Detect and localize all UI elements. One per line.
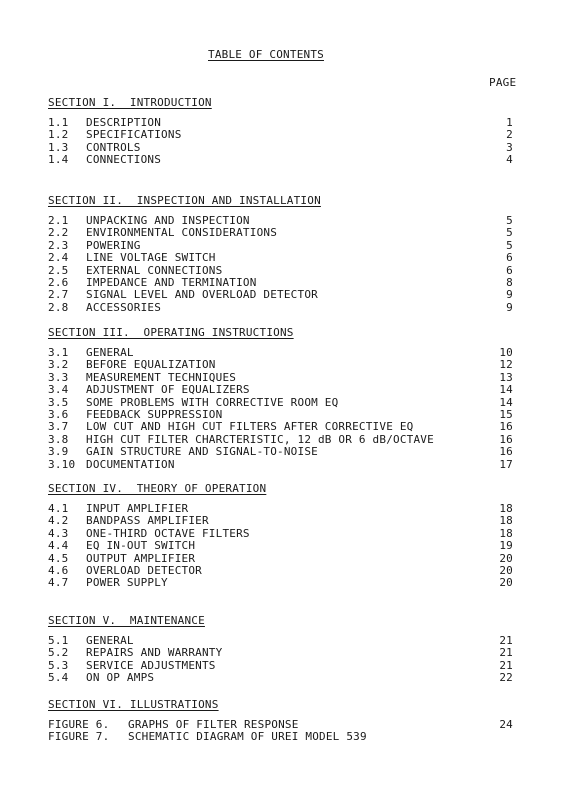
entry-number: 4.3	[48, 526, 69, 540]
entry-page: 6	[506, 251, 513, 265]
entry-number: 2.1	[48, 214, 69, 227]
toc-entry	[48, 302, 513, 314]
entry-page: 12	[499, 358, 513, 372]
entry-title: LINE VOLTAGE SWITCH	[86, 251, 216, 265]
toc-entry	[48, 672, 513, 684]
entry-number: 4.7	[48, 576, 69, 590]
entry-title: HIGH CUT FILTER CHARCTERISTIC, 12 dB OR 6 dB/OCTAVE	[86, 432, 434, 446]
entry-number: 3.5	[48, 395, 69, 409]
entry-page: 16	[499, 432, 513, 446]
entry-number: 2.4	[48, 251, 69, 265]
section-introduction	[48, 96, 513, 167]
entry-page: 8	[506, 275, 513, 289]
entry-page: 6	[506, 263, 513, 277]
section-illustrations	[48, 698, 513, 744]
entry-title: UNPACKING AND INSPECTION	[86, 214, 250, 227]
entry-title: ADJUSTMENT OF EQUALIZERS	[86, 383, 250, 397]
entry-title: SOME PROBLEMS WITH CORRECTIVE ROOM EQ	[86, 395, 339, 409]
page-title: TABLE OF CONTENTS	[208, 48, 324, 61]
toc-entry	[48, 154, 513, 166]
page-column-header: PAGE	[489, 76, 517, 89]
entry-number: 3.4	[48, 383, 69, 397]
toc-entry	[48, 359, 513, 371]
entry-number: 5.1	[48, 634, 69, 647]
entry-number: 1.3	[48, 140, 69, 154]
entry-title: OUTPUT AMPLIFIER	[86, 551, 196, 565]
toc-entry	[48, 577, 513, 589]
entry-title: EXTERNAL CONNECTIONS	[86, 263, 223, 277]
entry-page: 2	[506, 128, 513, 142]
section-title: SECTION IV. THEORY OF OPERATION	[48, 482, 267, 495]
entry-page: 20	[499, 563, 513, 577]
toc-entry	[48, 421, 513, 433]
entry-number: 3.2	[48, 358, 69, 372]
entry-title: INPUT AMPLIFIER	[86, 502, 189, 515]
entry-title: DESCRIPTION	[86, 116, 162, 129]
entry-page: 16	[499, 445, 513, 459]
section-title: SECTION V. MAINTENANCE	[48, 614, 205, 627]
entry-title: SPECIFICATIONS	[86, 128, 182, 142]
entry-title: BANDPASS AMPLIFIER	[86, 514, 209, 528]
entry-title: FEEDBACK SUPPRESSION	[86, 407, 223, 421]
toc-entry	[48, 384, 513, 396]
entry-number: 2.6	[48, 275, 69, 289]
toc-entry	[48, 252, 513, 264]
entry-title: ONE-THIRD OCTAVE FILTERS	[86, 526, 250, 540]
entry-number: FIGURE 6.	[48, 718, 110, 731]
entry-title: DOCUMENTATION	[86, 457, 175, 471]
entry-page: 15	[499, 407, 513, 421]
entry-page: 24	[499, 718, 513, 731]
entry-page: 9	[506, 300, 513, 314]
entry-page: 5	[506, 226, 513, 240]
section-operating-instructions	[48, 326, 513, 471]
section-inspection-installation	[48, 194, 513, 314]
toc-entry	[48, 446, 513, 458]
entry-page: 22	[499, 671, 513, 685]
entry-title: ACCESSORIES	[86, 300, 162, 314]
entry-page: 21	[499, 658, 513, 672]
entry-title: EQ IN-OUT SWITCH	[86, 539, 196, 553]
entry-title: LOW CUT AND HIGH CUT FILTERS AFTER CORRECTIVE EQ	[86, 420, 414, 434]
entry-page: 4	[506, 153, 513, 167]
entry-page: 20	[499, 551, 513, 565]
entry-number: 2.2	[48, 226, 69, 240]
section-theory-of-operation	[48, 482, 513, 590]
entry-page: 16	[499, 420, 513, 434]
entry-page: 18	[499, 514, 513, 528]
toc-entry	[48, 129, 513, 141]
entry-page: 1	[506, 116, 513, 129]
entry-number: 1.1	[48, 116, 69, 129]
entry-title: ON OP AMPS	[86, 671, 155, 685]
entry-number: 3.8	[48, 432, 69, 446]
entry-page: 17	[499, 457, 513, 471]
entry-number: 3.7	[48, 420, 69, 434]
section-title: SECTION III. OPERATING INSTRUCTIONS	[48, 326, 294, 339]
entry-title: IMPEDANCE AND TERMINATION	[86, 275, 257, 289]
entry-title: ENVIRONMENTAL CONSIDERATIONS	[86, 226, 278, 240]
section-title: SECTION II. INSPECTION AND INSTALLATION	[48, 194, 321, 207]
entry-number: 5.4	[48, 671, 69, 685]
entry-page: 21	[499, 634, 513, 647]
toc-entry	[48, 289, 513, 301]
section-maintenance	[48, 614, 513, 685]
entry-title: GRAPHS OF FILTER RESPONSE	[128, 718, 299, 731]
entry-number: 5.3	[48, 658, 69, 672]
entry-page: 18	[499, 502, 513, 515]
entry-page: 14	[499, 395, 513, 409]
entry-title: CONTROLS	[86, 140, 141, 154]
entry-number: 3.6	[48, 407, 69, 421]
entry-title: GAIN STRUCTURE AND SIGNAL-TO-NOISE	[86, 445, 318, 459]
entry-number: 2.7	[48, 288, 69, 302]
toc-entry	[48, 540, 513, 552]
entry-title: POWER SUPPLY	[86, 576, 168, 590]
entry-page: 18	[499, 526, 513, 540]
entry-number: 4.2	[48, 514, 69, 528]
entry-page: 20	[499, 576, 513, 590]
entry-number: 3.1	[48, 346, 69, 359]
toc-entry	[48, 227, 513, 239]
entry-number: 4.4	[48, 539, 69, 553]
entry-number: 2.3	[48, 238, 69, 252]
entry-number: FIGURE 7.	[48, 730, 110, 744]
entry-page: 13	[499, 370, 513, 384]
entry-number: 1.4	[48, 153, 69, 167]
entry-number: 4.6	[48, 563, 69, 577]
entry-page: 14	[499, 383, 513, 397]
toc-entry	[48, 647, 513, 659]
entry-number: 2.8	[48, 300, 69, 314]
entry-page: 10	[499, 346, 513, 359]
entry-title: BEFORE EQUALIZATION	[86, 358, 216, 372]
toc-entry	[48, 515, 513, 527]
entry-number: 1.2	[48, 128, 69, 142]
entry-title: CONNECTIONS	[86, 153, 162, 167]
entry-number: 4.1	[48, 502, 69, 515]
entry-page: 9	[506, 288, 513, 302]
entry-number: 3.9	[48, 445, 69, 459]
entry-page: 19	[499, 539, 513, 553]
toc-entry	[48, 731, 513, 743]
entry-title: MEASUREMENT TECHNIQUES	[86, 370, 237, 384]
entry-page: 5	[506, 238, 513, 252]
toc-entry	[48, 459, 513, 471]
entry-title: SERVICE ADJUSTMENTS	[86, 658, 216, 672]
entry-title: SIGNAL LEVEL AND OVERLOAD DETECTOR	[86, 288, 318, 302]
entry-title: SCHEMATIC DIAGRAM OF UREI MODEL 539	[128, 730, 367, 744]
entry-page: 3	[506, 140, 513, 154]
entry-number: 4.5	[48, 551, 69, 565]
entry-number: 5.2	[48, 646, 69, 660]
entry-number: 3.3	[48, 370, 69, 384]
entry-title: GENERAL	[86, 634, 134, 647]
entry-title: POWERING	[86, 238, 141, 252]
entry-number: 3.10	[48, 457, 76, 471]
entry-title: REPAIRS AND WARRANTY	[86, 646, 223, 660]
section-title: SECTION VI. ILLUSTRATIONS	[48, 698, 219, 711]
entry-page: 21	[499, 646, 513, 660]
entry-title: GENERAL	[86, 346, 134, 359]
section-title: SECTION I. INTRODUCTION	[48, 96, 212, 109]
entry-title: OVERLOAD DETECTOR	[86, 563, 202, 577]
entry-page: 5	[506, 214, 513, 227]
entry-number: 2.5	[48, 263, 69, 277]
